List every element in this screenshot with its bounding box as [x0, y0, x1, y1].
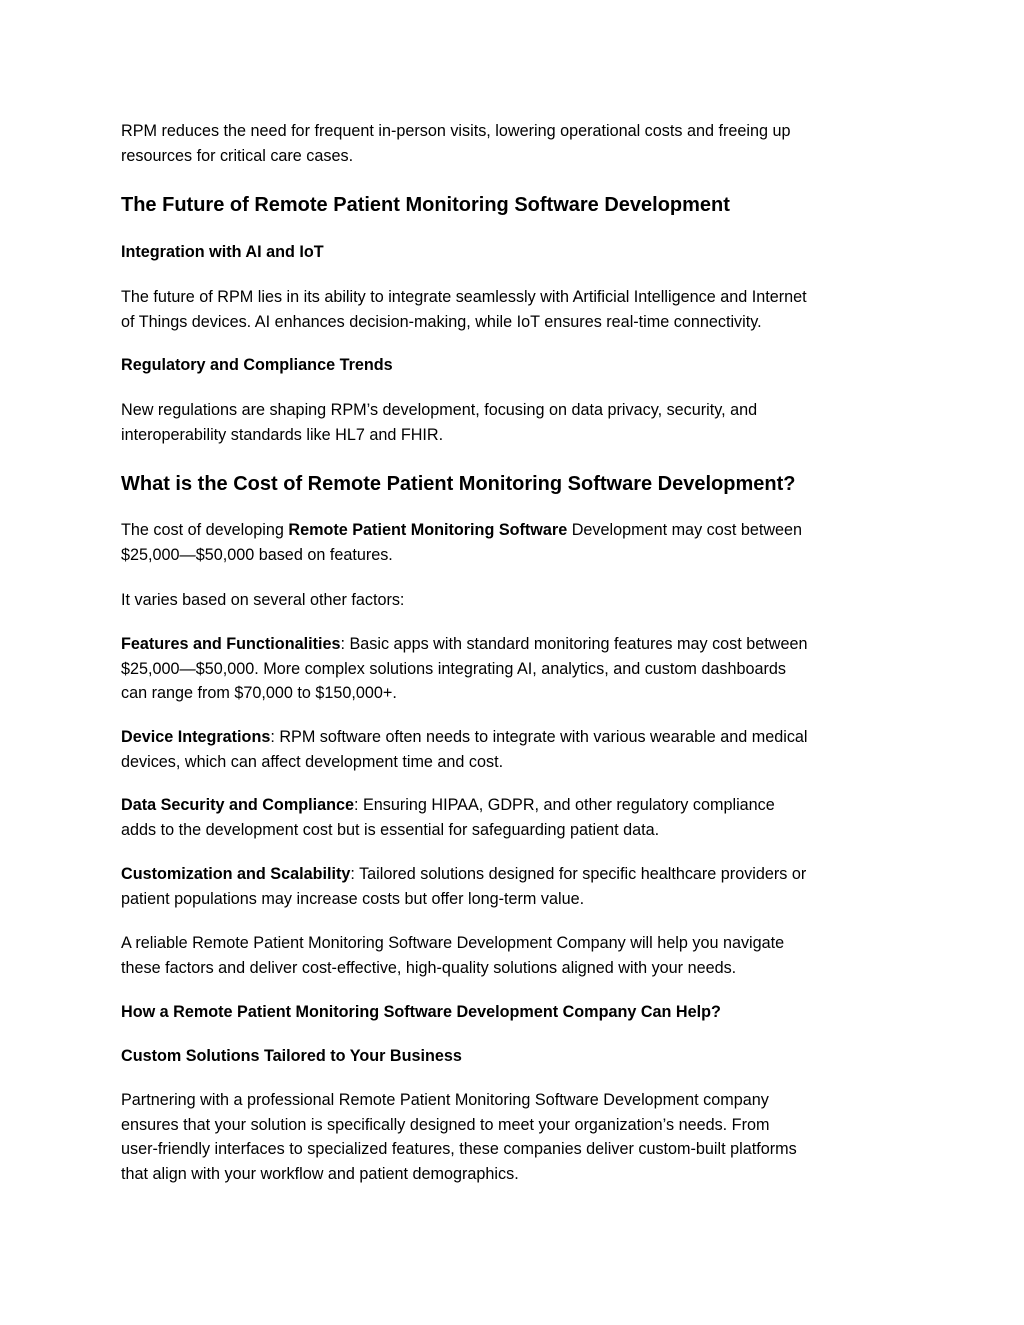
- features-paragraph: [121, 632, 911, 706]
- security-desc: : Ensuring HIPAA, GDPR, and other regulatory compliance: [354, 796, 775, 814]
- regulatory-paragraph: [121, 398, 911, 447]
- text-line: devices, which can affect development time and cost.: [121, 752, 504, 771]
- text-line: RPM reduces the need for frequent in-person visits, lowering operational costs and freeing up: [121, 122, 791, 140]
- security-term: Data Security and Compliance: [121, 796, 354, 814]
- devices-term: Device Integrations: [121, 728, 271, 746]
- text-line: patient populations may increase costs but offer long-term value.: [121, 889, 585, 908]
- cost-intro-bold: Remote Patient Monitoring Software: [288, 521, 568, 539]
- text-line: these factors and deliver cost-effective, high-quality solutions aligned with your needs.: [121, 958, 737, 977]
- text-line: interoperability standards like HL7 and FHIR.: [121, 425, 444, 444]
- text-line: Partnering with a professional Remote Patient Monitoring Software Development company: [121, 1091, 769, 1109]
- text-line: user-friendly interfaces to specialized features, these companies deliver custom-built platforms: [121, 1140, 797, 1158]
- text-line: adds to the development cost but is essential for safeguarding patient data.: [121, 820, 660, 839]
- text-line: It varies based on several other factors:: [121, 591, 405, 609]
- text-line: [121, 632, 911, 657]
- devices-paragraph: [121, 725, 911, 774]
- devices-desc: : RPM software often needs to integrate with various wearable and medical: [270, 728, 808, 746]
- text-line: that align with your workflow and patient demographics.: [121, 1164, 519, 1183]
- text-line: New regulations are shaping RPM’s development, focusing on data privacy, security, and: [121, 401, 758, 419]
- text-line: A reliable Remote Patient Monitoring Software Development Company will help you navigate: [121, 934, 785, 952]
- features-term: Features and Functionalities: [121, 635, 341, 653]
- reliable-paragraph: [121, 931, 911, 980]
- security-paragraph: [121, 793, 911, 842]
- cost-heading: What is the Cost of Remote Patient Monitoring Software Development?: [121, 473, 796, 495]
- text-line: resources for critical care cases.: [121, 146, 354, 165]
- cost-intro-after: Development may cost between: [567, 521, 803, 539]
- text-line: [121, 518, 911, 543]
- text-line: can range from $70,000 to $150,000+.: [121, 684, 397, 702]
- text-line: [121, 725, 911, 750]
- text-line: of Things devices. AI enhances decision-making, while IoT ensures real-time connectivity.: [121, 312, 762, 331]
- varies-paragraph: [121, 588, 911, 613]
- future-heading: The Future of Remote Patient Monitoring Software Development: [121, 194, 730, 216]
- custom-solutions-heading: Custom Solutions Tailored to Your Business: [121, 1047, 462, 1065]
- features-desc: : Basic apps with standard monitoring features may cost between: [340, 635, 808, 653]
- customization-desc: : Tailored solutions designed for specific healthcare providers or: [350, 865, 807, 883]
- regulatory-heading: Regulatory and Compliance Trends: [121, 356, 393, 374]
- text-line: [121, 793, 911, 818]
- text-line: $25,000—$50,000 based on features.: [121, 545, 393, 564]
- customization-term: Customization and Scalability: [121, 865, 351, 883]
- customization-paragraph: [121, 862, 911, 911]
- cost-intro-paragraph: [121, 518, 911, 567]
- text-line: The future of RPM lies in its ability to integrate seamlessly with Artificial Intelligence and Internet: [121, 288, 807, 306]
- intro-paragraph: [121, 119, 911, 168]
- cost-intro-before: The cost of developing: [121, 521, 289, 539]
- help-heading: How a Remote Patient Monitoring Software Development Company Can Help?: [121, 1003, 721, 1021]
- text-line: ensures that your solution is specifically designed to meet your organization’s needs. From: [121, 1115, 770, 1134]
- text-line: [121, 862, 911, 887]
- text-line: $25,000—$50,000. More complex solutions integrating AI, analytics, and custom dashboards: [121, 659, 786, 678]
- ai-iot-paragraph: [121, 285, 911, 334]
- ai-iot-heading: Integration with AI and IoT: [121, 243, 324, 261]
- partnering-paragraph: [121, 1088, 911, 1186]
